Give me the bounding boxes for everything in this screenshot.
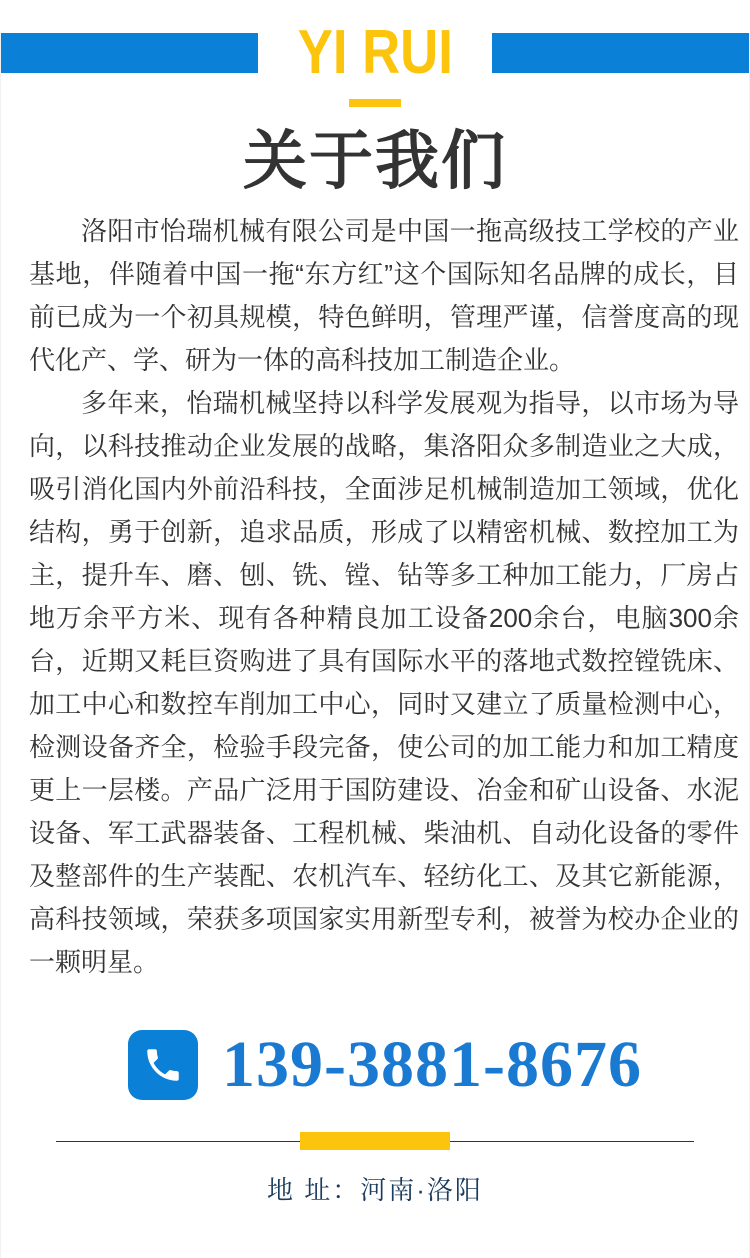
page-title: 关于我们 <box>243 125 507 197</box>
title-accent-dash <box>349 99 401 107</box>
address-text: 地 址：河南·洛阳 <box>267 1175 483 1205</box>
brand-bar-right <box>492 33 749 73</box>
footer-divider <box>56 1132 694 1150</box>
brand-banner <box>1 18 749 87</box>
about-section <box>29 210 739 984</box>
about-paragraph: 多年来，怡瑞机械坚持以科学发展观为指导，以市场为导向，以科技推动企业发展的战略，集洛阳众多制造业之大成，吸引消化国内外前沿科技，全面涉足机械制造加工领域，优化结构，勇于创新，追求品质，形成了以精密机械、数控加工为主，提升车、磨、刨、铣、镗、钻等多工种加工能力，厂房占地万余平方米、现有各种精良加工设备200余台，电脑300余台，近期又耗巨资购进了具有国际水平的落地式数控镗铣床、加工中心和数控车削加工中心，同时又建立了质量检测中心，检测设备齐全，检验手段完备，使公司的加工能力和加工精度更上一层楼。产品广泛用于国防建设、冶金和矿山设备、水泥设备、军工武器装备、工程机械、柴油机、自动化设备的零件及整部件的生产装配、农机汽车、轻纺化工、及其它新能源，高科技领域，荣获多项国家实用新型专利，被誉为校办企业的一颗明星。 <box>29 388 739 977</box>
phone-contact[interactable] <box>1 1030 749 1100</box>
footer-divider-accent <box>300 1132 450 1150</box>
brand-bar-left <box>1 33 258 73</box>
brand-logo-text: YI RUI <box>297 18 453 87</box>
about-page <box>0 18 750 1258</box>
about-paragraph: 洛阳市怡瑞机械有限公司是中国一拖高级技工学校的产业基地，伴随着中国一拖“东方红”这个国际知名品牌的成长，目前已成为一个初具规模，特色鲜明，管理严谨，信誉度高的现代化产、学、研为一体的高科技加工制造企业。 <box>29 216 739 375</box>
phone-icon <box>128 1030 198 1100</box>
phone-number: 139-3881-8676 <box>222 1028 642 1101</box>
